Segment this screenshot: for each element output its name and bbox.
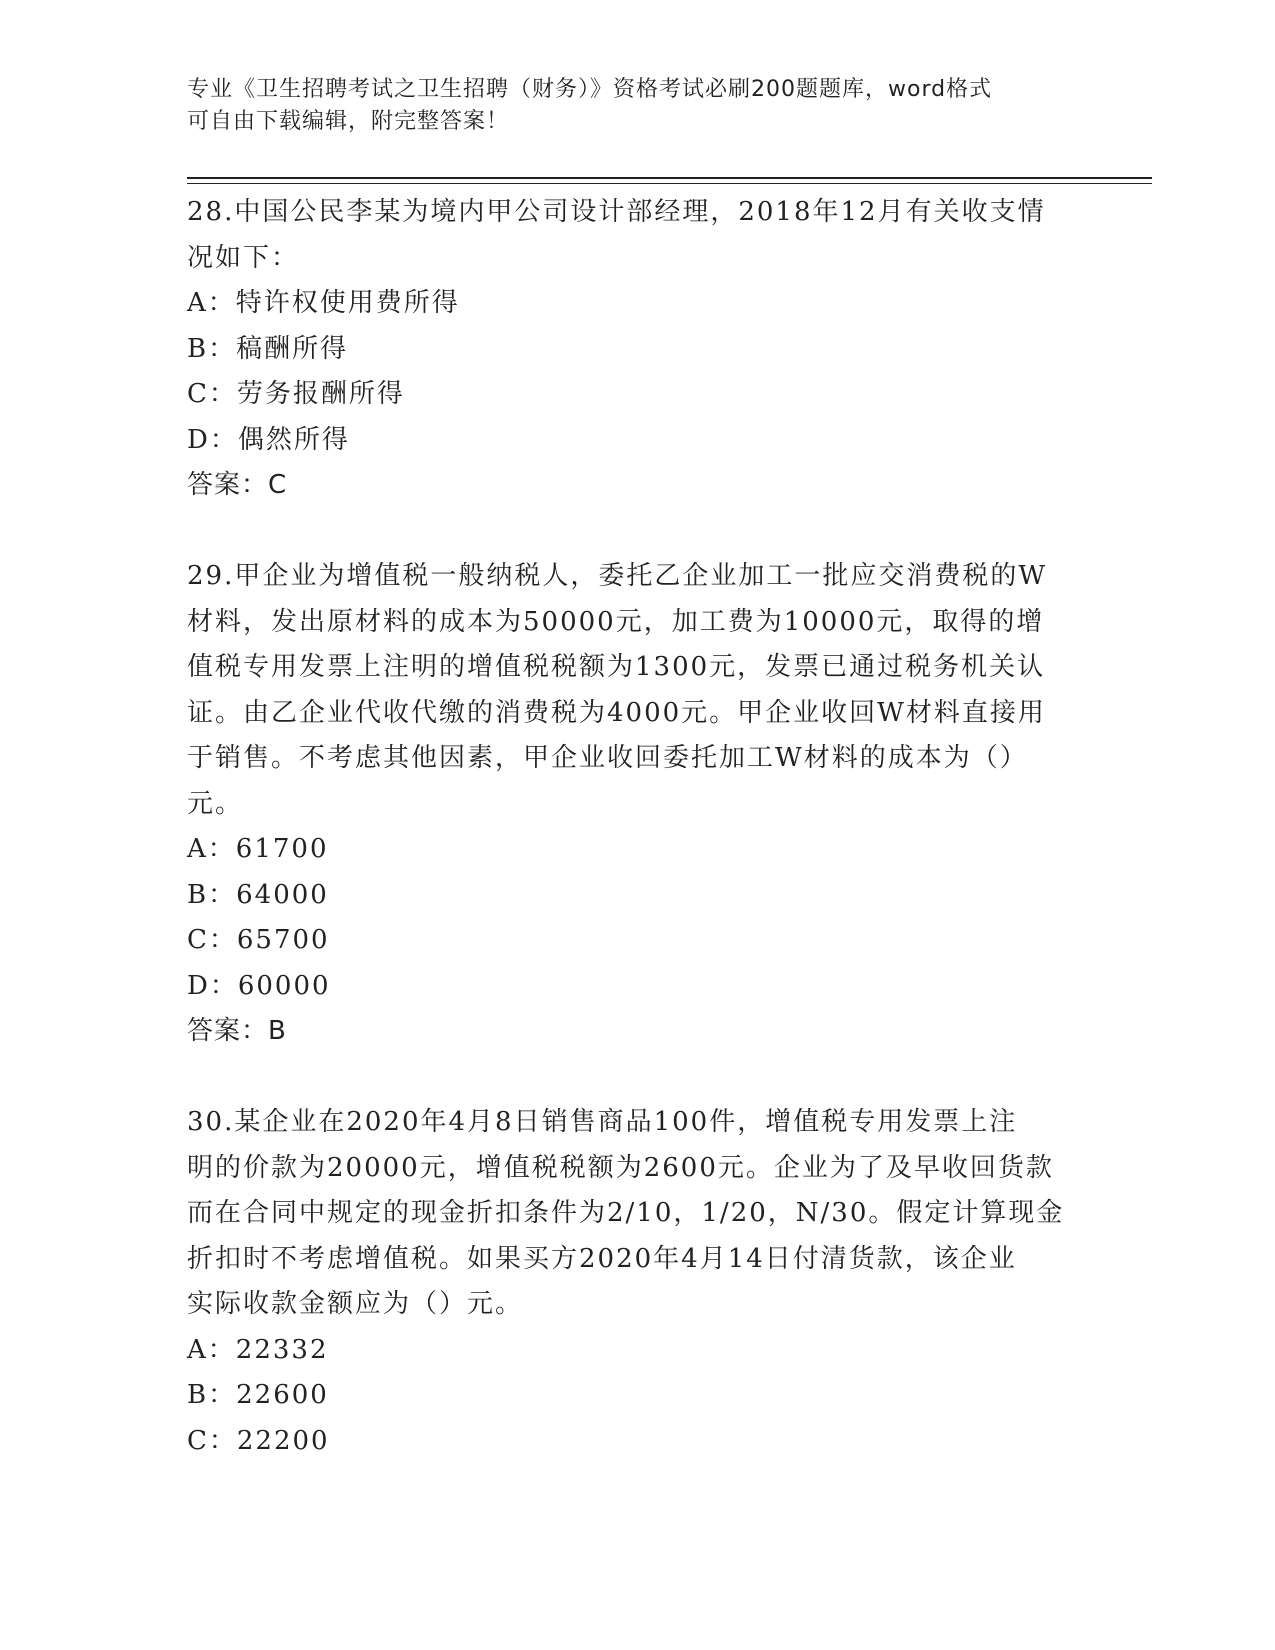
question-text-line: 30.某企业在2020年4月8日销售商品100件，增值税专用发票上注 <box>187 1107 1018 1137</box>
question-text-line: 29.甲企业为增值税一般纳税人，委托乙企业加工一批应交消费税的W <box>187 561 1048 591</box>
answer-option: A：61700 <box>187 834 329 864</box>
question-text-line: 材料，发出原材料的成本为50000元，加工费为10000元，取得的增 <box>187 606 1045 637</box>
document-header <box>187 74 1067 138</box>
question-block <box>187 1100 1087 1464</box>
question-text-line: 明的价款为20000元，增值税税额为2600元。企业为了及早收回货款 <box>187 1152 1054 1183</box>
question-spacer <box>187 509 1087 555</box>
question-text-line: 证。由乙企业代收代缴的消费税为4000元。甲企业收回W材料直接用 <box>187 697 1046 728</box>
header-title-line-2: 可自由下载编辑，附完整答案！ <box>187 109 510 134</box>
question-text-line: 而在合同中规定的现金折扣条件为2/10，1/20，N/30。假定计算现金 <box>187 1198 1065 1228</box>
answer-option: D：60000 <box>187 970 331 1001</box>
answer-option: C：劳务报酬所得 <box>187 379 405 409</box>
question-text-line: 折扣时不考虑增值税。如果买方2020年4月14日付清货款，该企业 <box>187 1243 1017 1274</box>
answer-option: A：22332 <box>187 1334 329 1365</box>
answer-option: B：22600 <box>187 1380 329 1410</box>
header-divider-thin <box>187 183 1152 184</box>
answer-option: D：偶然所得 <box>187 424 350 455</box>
question-text-line: 元。 <box>187 788 244 819</box>
question-list <box>187 190 1087 1464</box>
answer-key: 答案：C <box>187 470 288 500</box>
question-spacer <box>187 1055 1087 1101</box>
answer-option: C：22200 <box>187 1425 330 1456</box>
header-divider-thick <box>187 177 1152 179</box>
question-text-line: 况如下： <box>187 242 300 273</box>
answer-option: A：特许权使用费所得 <box>187 288 460 318</box>
answer-key: 答案：B <box>187 1016 287 1046</box>
question-text-line: 值税专用发票上注明的增值税税额为1300元，发票已通过税务机关认 <box>187 652 1046 682</box>
question-block <box>187 554 1087 1100</box>
question-block <box>187 190 1087 554</box>
header-title-line-1: 专业《卫生招聘考试之卫生招聘（财务）》资格考试必刷200题题库，word格式 <box>187 77 993 102</box>
question-text-line: 于销售。不考虑其他因素，甲企业收回委托加工W材料的成本为（） <box>187 743 1028 773</box>
answer-option: B：稿酬所得 <box>187 333 349 364</box>
answer-option: B：64000 <box>187 879 329 910</box>
answer-option: C：65700 <box>187 925 330 955</box>
question-text-line: 实际收款金额应为（）元。 <box>187 1289 524 1319</box>
question-text-line: 28.中国公民李某为境内甲公司设计部经理，2018年12月有关收支情 <box>187 197 1046 227</box>
